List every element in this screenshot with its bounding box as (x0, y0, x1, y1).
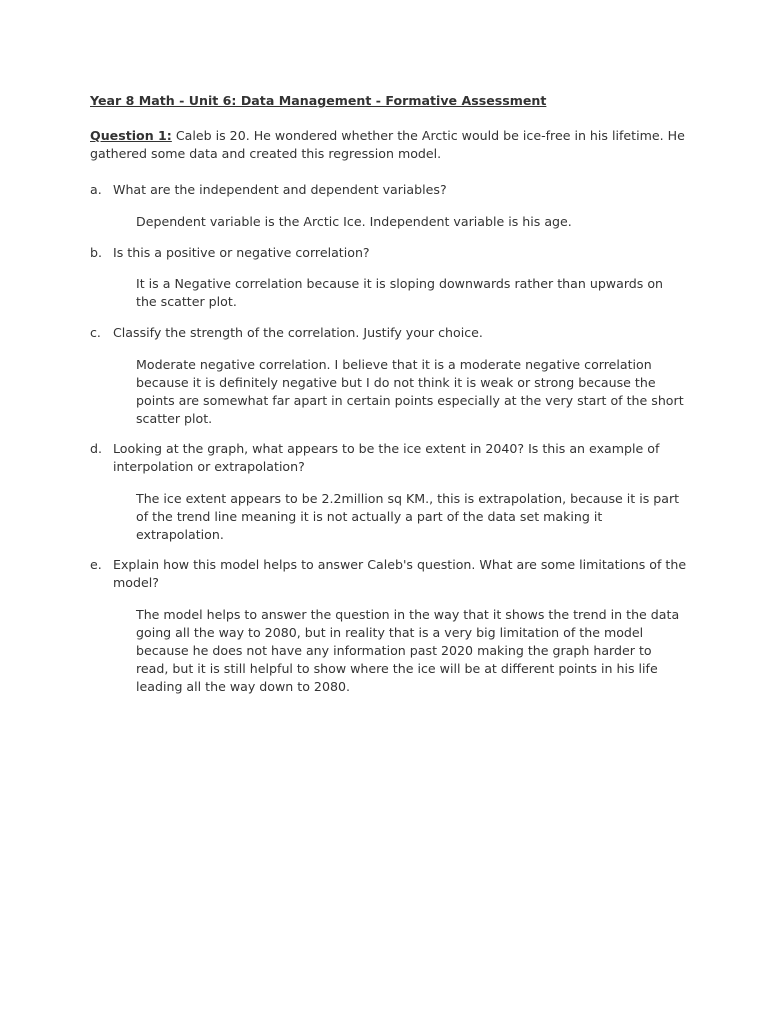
part-prompt-text: Explain how this model helps to answer Caleb's question. What are some limitations of the model? (113, 557, 687, 590)
part-c-prompt (90, 324, 690, 342)
part-prompt-text: Classify the strength of the correlation. Justify your choice. (113, 325, 483, 340)
part-letter: c. (90, 325, 101, 340)
part-prompt-text: Is this a positive or negative correlation? (113, 245, 370, 260)
part-e-prompt (90, 556, 690, 592)
question-label: Question 1: (90, 128, 172, 143)
part-letter: d. (90, 441, 102, 456)
part-letter: e. (90, 557, 102, 572)
part-d-answer: The ice extent appears to be 2.2million sq KM., this is extrapolation, because it is part of the trend line meaning it is not actually a part of the data set making it extrapolation. (136, 491, 680, 542)
part-letter: b. (90, 245, 102, 260)
part-prompt-text: What are the independent and dependent variables? (113, 182, 447, 197)
question-text: Caleb is 20. He wondered whether the Arctic would be ice-free in his lifetime. He gathered some data and created this regression model. (90, 128, 685, 161)
part-c-answer: Moderate negative correlation. I believe that it is a moderate negative correlation because it is definitely negative but I do not think it is weak or strong because the points are somewhat far apart in certain points especially at the very start of the short scatter plot. (136, 357, 684, 426)
part-a-prompt (90, 181, 690, 199)
part-a-answer: Dependent variable is the Arctic Ice. Independent variable is his age. (136, 214, 572, 229)
part-e-answer: The model helps to answer the question in the way that it shows the trend in the data going all the way to 2080, but in reality that is a very big limitation of the model because he does not have any information past 2020 making the graph harder to read, but it is still helpful to show where the ice will be at different points in his life leading all the way down to 2080. (136, 607, 680, 694)
question-intro (90, 127, 690, 163)
part-b-prompt (90, 244, 690, 262)
part-letter: a. (90, 182, 102, 197)
part-prompt-text: Looking at the graph, what appears to be the ice extent in 2040? Is this an example of interpolation or extrapolation? (113, 441, 660, 474)
part-b-answer: It is a Negative correlation because it is sloping downwards rather than upwards on the scatter plot. (136, 276, 664, 309)
part-d-prompt (90, 440, 690, 476)
document-title: Year 8 Math - Unit 6: Data Management - Formative Assessment (90, 93, 547, 108)
